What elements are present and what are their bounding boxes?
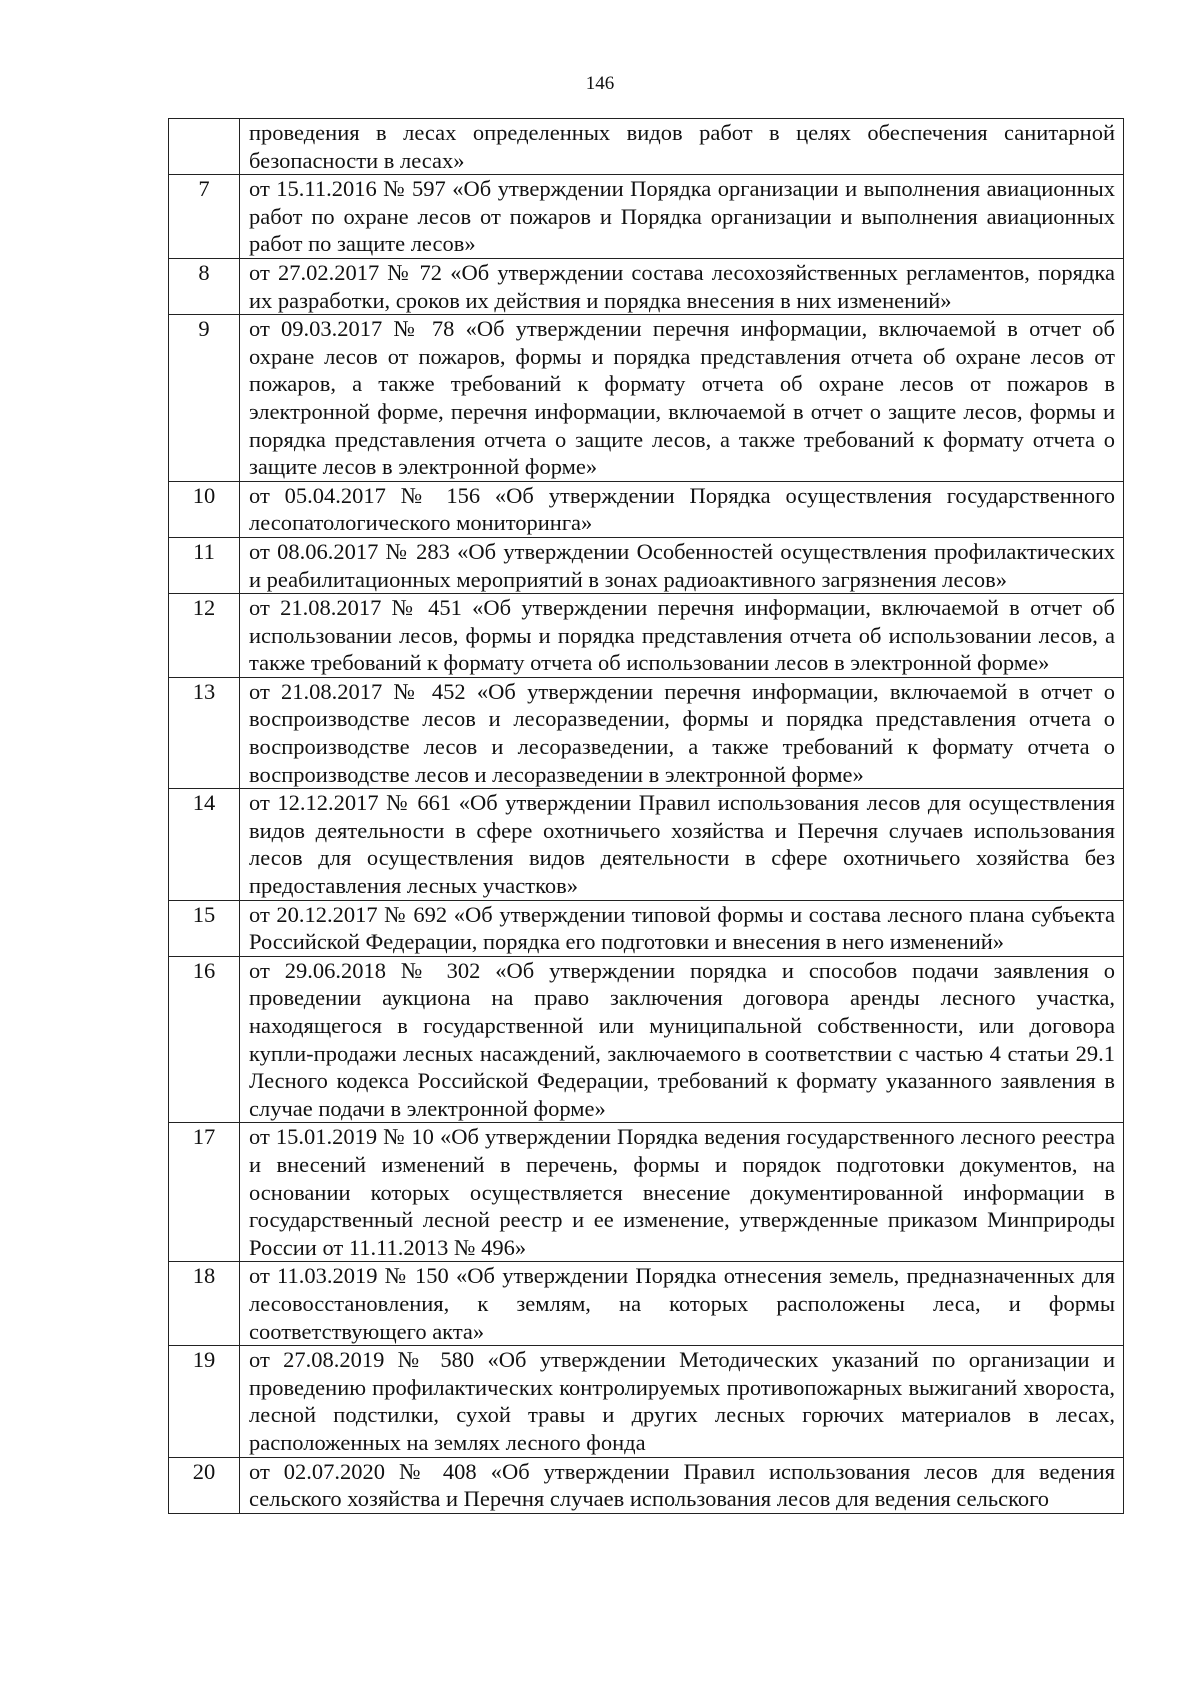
row-number bbox=[169, 119, 240, 175]
row-number: 13 bbox=[169, 677, 240, 788]
page-number: 146 bbox=[585, 73, 615, 94]
row-text: от 05.04.2017 № 156 «Об утверждении Порядка осуществления государственного лесопатологического мониторинга» bbox=[240, 481, 1124, 537]
row-number: 18 bbox=[169, 1262, 240, 1346]
table-row bbox=[169, 119, 1124, 175]
table-row bbox=[169, 900, 1124, 956]
table-row bbox=[169, 677, 1124, 788]
table-row bbox=[169, 594, 1124, 678]
table-row bbox=[169, 258, 1124, 314]
row-number: 20 bbox=[169, 1457, 240, 1513]
row-number: 7 bbox=[169, 175, 240, 259]
row-text: от 11.03.2019 № 150 «Об утверждении Порядка отнесения земель, предназначенных для лесовосстановления, к землям, на которых расположены леса, и формы соответствующего акта» bbox=[240, 1262, 1124, 1346]
table-row bbox=[169, 175, 1124, 259]
table-row bbox=[169, 537, 1124, 593]
row-text: от 02.07.2020 № 408 «Об утверждении Правил использования лесов для ведения сельского хозяйства и Перечня случаев использования лесов для ведения сельского bbox=[240, 1457, 1124, 1513]
row-number: 19 bbox=[169, 1346, 240, 1457]
row-number: 14 bbox=[169, 789, 240, 900]
row-text: от 15.01.2019 № 10 «Об утверждении Порядка ведения государственного лесного реестра и внесений изменений в перечень, формы и порядок подготовки документов, на основании которых осуществляется внесение документированной информации в государственный лесной реестр и ее изменение, утвержденные приказом Минприроды России от 11.11.2013 № 496» bbox=[240, 1123, 1124, 1262]
row-text: от 09.03.2017 № 78 «Об утверждении перечня информации, включаемой в отчет об охране лесов от пожаров, формы и порядка представления отчета об охране лесов от пожаров, а также требований к формату отчета об охране лесов от пожаров в электронной форме, перечня информации, включаемой в отчет о защите лесов, формы и порядка представления отчета о защите лесов, а также требований к формату отчета о защите лесов в электронной форме» bbox=[240, 315, 1124, 482]
table-row bbox=[169, 1346, 1124, 1457]
table-row bbox=[169, 1123, 1124, 1262]
row-number: 16 bbox=[169, 956, 240, 1123]
table-row bbox=[169, 315, 1124, 482]
row-text: от 27.02.2017 № 72 «Об утверждении состава лесохозяйственных регламентов, порядка их разработки, сроков их действия и порядка внесения в них изменений» bbox=[240, 258, 1124, 314]
table-row bbox=[169, 1457, 1124, 1513]
row-number: 8 bbox=[169, 258, 240, 314]
row-text: от 21.08.2017 № 452 «Об утверждении перечня информации, включаемой в отчет о воспроизводстве лесов и лесоразведении, формы и порядка представления отчета о воспроизводстве лесов и лесоразведении, а также требований к формату отчета о воспроизводстве лесов и лесоразведении в электронной форме» bbox=[240, 677, 1124, 788]
row-number: 11 bbox=[169, 537, 240, 593]
row-text: от 12.12.2017 № 661 «Об утверждении Правил использования лесов для осуществления видов деятельности в сфере охотничьего хозяйства и Перечня случаев использования лесов для осуществления видов деятельности в сфере охотничьего хозяйства без предоставления лесных участков» bbox=[240, 789, 1124, 900]
table-row bbox=[169, 1262, 1124, 1346]
row-text: от 08.06.2017 № 283 «Об утверждении Особенностей осуществления профилактических и реабилитационных мероприятий в зонах радиоактивного загрязнения лесов» bbox=[240, 537, 1124, 593]
row-text: от 15.11.2016 № 597 «Об утверждении Порядка организации и выполнения авиационных работ по охране лесов от пожаров и Порядка организации и выполнения авиационных работ по защите лесов» bbox=[240, 175, 1124, 259]
row-text: от 27.08.2019 № 580 «Об утверждении Методических указаний по организации и проведению профилактических контролируемых противопожарных выжиганий хвороста, лесной подстилки, сухой травы и других лесных горючих материалов в лесах, расположенных на землях лесного фонда bbox=[240, 1346, 1124, 1457]
row-text: от 21.08.2017 № 451 «Об утверждении перечня информации, включаемой в отчет об использовании лесов, формы и порядка представления отчета об использовании лесов, а также требований к формату отчета об использовании лесов в электронной форме» bbox=[240, 594, 1124, 678]
row-text: от 20.12.2017 № 692 «Об утверждении типовой формы и состава лесного плана субъекта Российской Федерации, порядка его подготовки и внесения в него изменений» bbox=[240, 900, 1124, 956]
row-number: 9 bbox=[169, 315, 240, 482]
table-body bbox=[169, 119, 1124, 1514]
row-text: от 29.06.2018 № 302 «Об утверждении порядка и способов подачи заявления о проведении аукциона на право заключения договора аренды лесного участка, находящегося в государственной или муниципальной собственности, или договора купли-продажи лесных насаждений, заключаемого в соответствии с частью 4 статьи 29.1 Лесного кодекса Российской Федерации, требований к формату указанного заявления в случае подачи в электронной форме» bbox=[240, 956, 1124, 1123]
orders-table bbox=[168, 118, 1124, 1514]
row-text: проведения в лесах определенных видов работ в целях обеспечения санитарной безопасности в лесах» bbox=[240, 119, 1124, 175]
row-number: 10 bbox=[169, 481, 240, 537]
table-row bbox=[169, 481, 1124, 537]
row-number: 15 bbox=[169, 900, 240, 956]
table-row bbox=[169, 789, 1124, 900]
row-number: 12 bbox=[169, 594, 240, 678]
row-number: 17 bbox=[169, 1123, 240, 1262]
table-row bbox=[169, 956, 1124, 1123]
